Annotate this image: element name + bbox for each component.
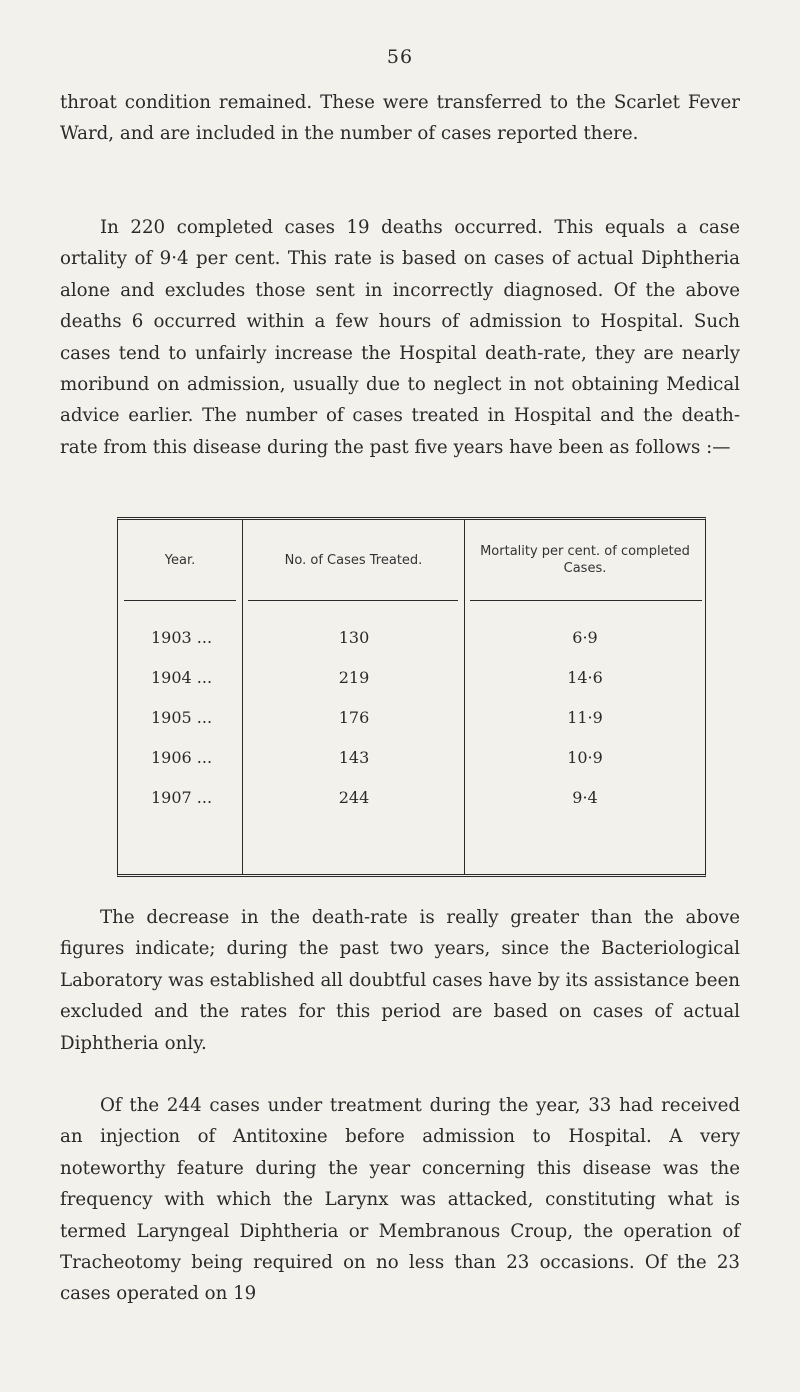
header-rule bbox=[248, 600, 458, 601]
mortality-cell: 9·4 bbox=[572, 787, 598, 807]
year-cell: 1906 ... bbox=[151, 747, 213, 767]
cases-cell: 176 bbox=[338, 707, 370, 727]
diphtheria-statistics-table bbox=[117, 517, 706, 877]
table-row bbox=[118, 657, 705, 697]
mortality-cell: 10·9 bbox=[567, 747, 603, 767]
paragraph-1: throat condition remained. These were transferred to the Scarlet Fever Ward, and are included in the number of cases reported there. bbox=[60, 92, 740, 145]
year-cell: 1905 ... bbox=[151, 707, 213, 727]
header-cases: No. of Cases Treated. bbox=[284, 552, 423, 568]
cases-cell: 219 bbox=[338, 667, 370, 687]
cases-cell: 130 bbox=[338, 627, 370, 647]
table-row bbox=[118, 617, 705, 657]
mortality-cell: 14·6 bbox=[567, 667, 603, 687]
header-rule bbox=[124, 600, 236, 601]
year-cell: 1907 ... bbox=[151, 787, 213, 807]
mortality-cell: 6·9 bbox=[572, 627, 598, 647]
cases-cell: 244 bbox=[338, 787, 370, 807]
paragraph-4: Of the 244 cases under treatment during the year, 33 had received an injection of Antitoxine before admission to Hospital. A very noteworthy feature during the year concerning this disease was the frequency with which the Larynx was attacked, constituting what is termed Laryngeal Diphtheria or Membranous Croup, the operation of Tracheotomy being required on no less than 23 occasions. Of the 23 cases operated on 19 bbox=[60, 1095, 740, 1305]
cases-cell: 143 bbox=[338, 747, 370, 767]
paragraph-3: The decrease in the death-rate is really greater than the above figures indicate; during the past two years, since the Bacteriological Laboratory was established all doubtful cases have by its assistance been excluded and the rates for this period are based on cases of actual Diphtheria only. bbox=[60, 907, 740, 1054]
header-rule bbox=[470, 600, 702, 601]
header-mortality: Mortality per cent. of completed Cases. bbox=[480, 544, 690, 576]
table-row bbox=[118, 697, 705, 737]
year-cell: 1904 ... bbox=[151, 667, 213, 687]
mortality-cell: 11·9 bbox=[567, 707, 603, 727]
paragraph-2: In 220 completed cases 19 deaths occurred. This equals a case ortality of 9·4 per cent. This rate is based on cases of actual Diphtheria alone and excludes those sent in incorrectly diagnosed. Of the above deaths 6 occurred within a few hours of admission to Hospital. Such cases tend to unfairly increase the Hospital death-rate, they are nearly moribund on admission, usually due to neglect in not obtaining Medical advice earlier. The number of cases treated in Hospital and the death-rate from this disease during the past five years have been as follows :— bbox=[60, 217, 740, 458]
header-year: Year. bbox=[164, 552, 196, 568]
table-row bbox=[118, 777, 705, 817]
table-row bbox=[118, 737, 705, 777]
year-cell: 1903 ... bbox=[151, 627, 213, 647]
page-number: 56 bbox=[386, 46, 414, 68]
